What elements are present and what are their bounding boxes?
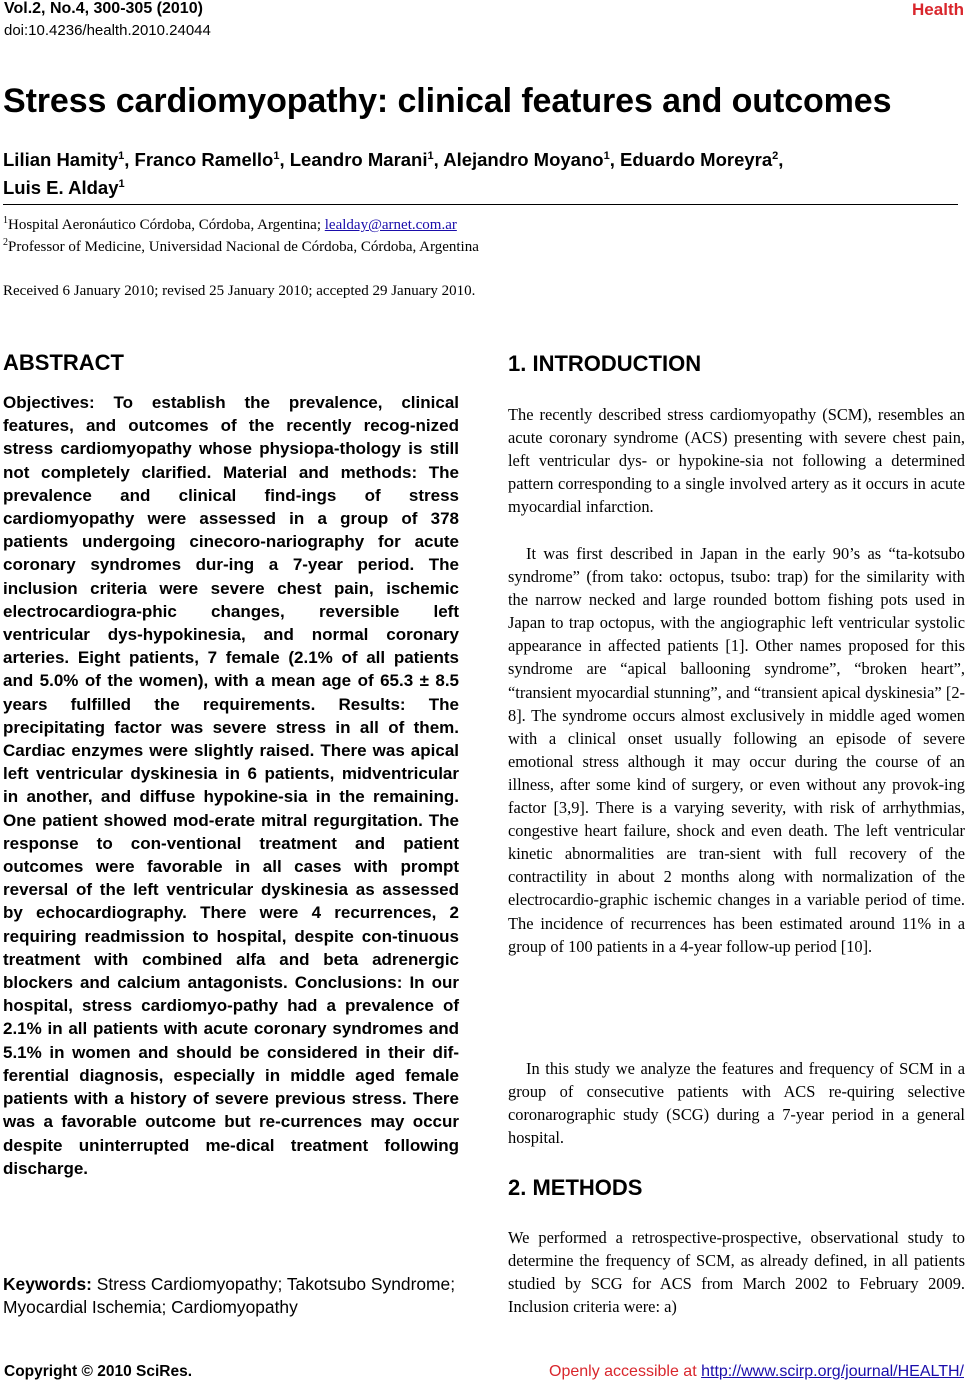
author-list — [3, 146, 953, 202]
paper-title: Stress cardiomyopathy: clinical features and outcomes — [3, 82, 892, 120]
intro-paragraph-1: The recently described stress cardiomyopathy (SCM), resembles an acute coronary syndrome (ACS) presenting with severe chest pain, left ventricular dys- or hypokine-sia not following a determined pattern corresponding to a single involved artery as it occurs in acute myocardial infarction. — [508, 405, 965, 517]
keywords-label: Keywords: — [3, 1274, 92, 1294]
affiliation-2: $^2$Professor of Medicine, Universidad Nacional de Córdoba, Córdoba, Argentina — [3, 237, 479, 255]
intro-paragraph-3: In this study we analyze the features and frequency of SCM in a group of consecutive patients with ACS re-quiring selective coronarographic study (SCG) during a 7-year period in a general hospital. — [508, 1059, 965, 1148]
author: Leandro Marani$^1$, — [289, 149, 444, 170]
open-access-notice: Openly accessible at http://www.scirp.org/journal/HEALTH/ — [549, 1363, 964, 1380]
abstract-body: Objectives: To establish the prevalence, clinical features, and outcomes of the recently recog-nized stress cardiomyopathy whose physiopa-thology is still not completely clarified. Material and methods: The prevalence and clinical find-ings of stress cardiomyopathy were assessed in a group of 378 patients undergoing cinecoro-nariography for acute coronary syndromes dur-ing a 7-year period. The inclusion criteria were severe chest pain, ischemic electrocardiogra-phic changes, reversible left ventricular dys-hypokinesia, and normal coronary arteries. Eight patients, 7 female (2.1% of all patients and 5.0% of the women), with a mean age of 65.3 ± 8.5 years fulfilled the requirements. Results: The precipitating factor was severe stress in all of them. Cardiac enzymes were slightly raised. There was apical left ventricular dyskinesia in 6 patients, midventricular in another, and diffuse hypokine-sia in the remaining. One patient showed mod-erate mitral regurgitation. The response to con-ventional treatment and patient outcomes were favorable in all cases with prompt reversal of the left ventricular dyskinesia as assessed by echocardiography. There were 4 recurrences, 2 requiring readmission to hospital, despite con-tinuous treatment with combined alfa and beta adrenergic blockers and calcium antagonists. Conclusions: In our hospital, stress cardiomyo-pathy had a prevalence of 2.1% in all patients with acute coronary syndromes and 5.1% in women and should be considered in their dif-ferential diagnosis, especially in middle aged female patients with a history of severe previous stress. There was a favorable outcome but re-currences may occur despite uninterrupted me-dical treatment following discharge. — [3, 393, 459, 1178]
author-email-link[interactable]: lealday@arnet.com.ar — [324, 217, 457, 233]
abstract-heading: ABSTRACT — [3, 350, 124, 375]
author: Eduardo Moreyra$^2$, — [619, 149, 784, 170]
submission-dates: Received 6 January 2010; revised 25 January 2010; accepted 29 January 2010. — [3, 283, 476, 299]
author: Franco Ramello$^1$, — [134, 149, 290, 170]
author: Lilian Hamity$^1$, — [3, 149, 135, 170]
affiliation-1: $^1$Hospital Aeronáutico Córdoba, Córdoba, Argentina; lealday@arnet.com.ar — [3, 215, 457, 233]
journal-volume: Vol.2, No.4, 300-305 (2010) — [4, 0, 203, 17]
methods-paragraph-1: We performed a retrospective-prospective, observational study to determine the frequency of SCM, as already defined, in all patients studied by SCG for ACS from March 2002 to February 2009. Inclusion criteria were: a) — [508, 1228, 965, 1317]
journal-url-link[interactable]: http://www.scirp.org/journal/HEALTH/ — [701, 1363, 964, 1380]
author: Alejandro Moyano$^1$, — [443, 149, 620, 170]
doi: doi:10.4236/health.2010.24044 — [4, 22, 211, 39]
keywords — [3, 1273, 459, 1319]
intro-paragraph-2: It was first described in Japan in the early 90’s as “ta-kotsubo syndrome” (from tako: octopus, tsubo: trap) for the similarity with the narrow necked and large rounded bottom fishing pots used in Japan to trap octopus, with the angiographic left ventricular systolic appearance in affected patients [1]. Other names proposed for this syndrome are “apical ballooning syndrome”, “broken heart”, “transient myocardial stunning”, and “transient apical dyskinesia” [2-8]. The syndrome occurs almost exclusively in middle aged women with a clinical onset usually following an episode of severe emotional stress although it may occur during the course of an illness, after some kind of surgery, or even without any provok-ing factor [3,9]. There is a varying severity, with risk of arrhythmias, congestive heart failure, shock and even death. The left ventricular kinetic abnormalities are tran-sient with full recovery of the contractility in about 2 months along with normalization of the electrocardio-graphic ischemic changes in a variable period of time. The incidence of recurrences has been estimated around 11% in a group of 100 patients in a 4-year follow-up period [10]. — [508, 544, 965, 956]
keywords-list: Stress Cardiomyopathy; Takotsubo Syndrome; Myocardial Ischemia; Cardiomyopathy — [3, 1274, 456, 1317]
introduction-heading: 1. INTRODUCTION — [508, 351, 702, 376]
copyright-notice: Copyright © 2010 SciRes. — [4, 1363, 193, 1380]
methods-heading: 2. METHODS — [508, 1175, 643, 1200]
author: Luis E. Alday$^1$ — [3, 177, 125, 198]
journal-name: Health — [912, 0, 964, 19]
header-divider — [3, 204, 958, 205]
